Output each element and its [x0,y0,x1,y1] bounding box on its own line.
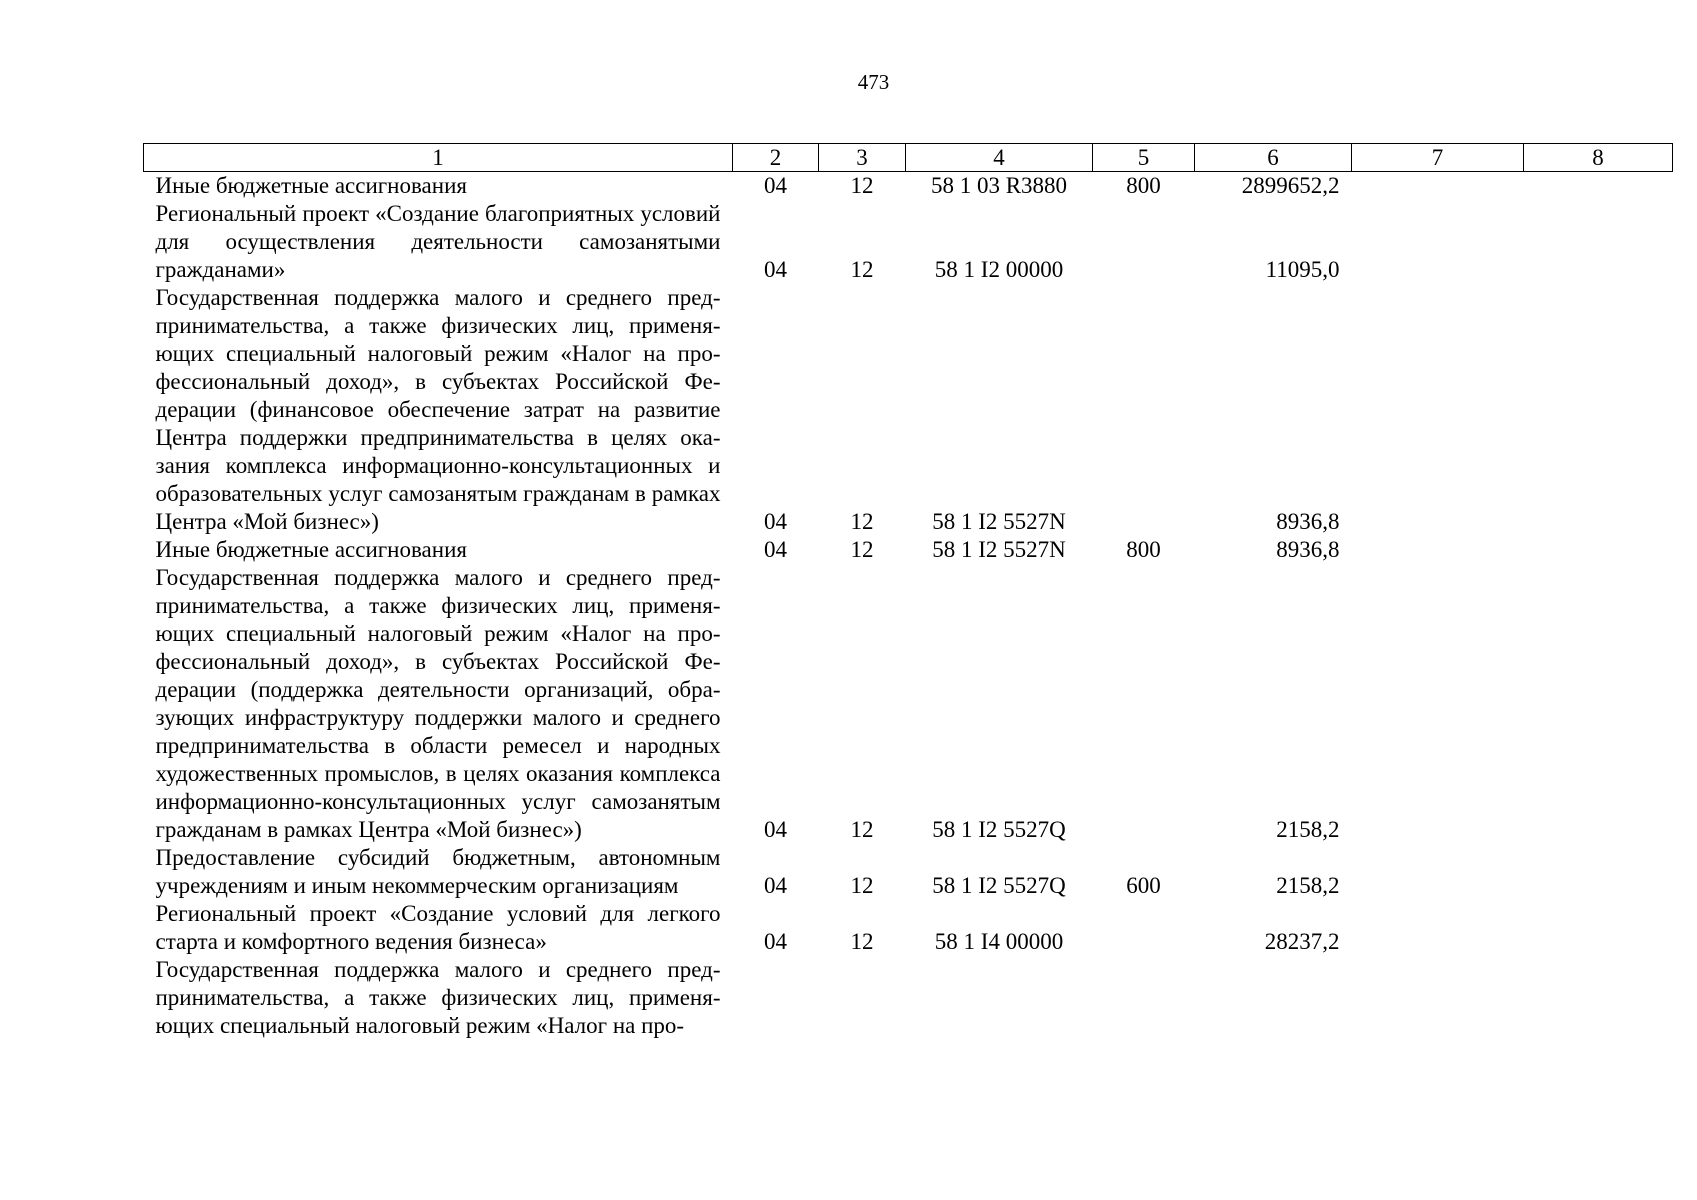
col7-value [1352,900,1524,956]
header-col-8: 8 [1524,144,1673,172]
expense-type-code [1093,956,1195,1040]
col8-value [1524,844,1673,900]
amount: 2158,2 [1276,873,1340,898]
col8-value [1524,172,1673,201]
col7-value [1352,200,1524,284]
budget-table [143,143,1673,1040]
section-code: 04 [764,509,787,534]
header-col-5: 5 [1093,144,1195,172]
item-name: Государственная поддержка малого и среднего предпринимательства, а также физических лиц, применяющих специальный налоговый режим «Налог на про- [155,957,721,1038]
item-name: Государственная поддержка малого и среднего предпринимательства, а также физических лиц, применяющих специальный налоговый режим «Налог на профессиональный доход», в субъектах Российской Федерации (финансовое обеспечение затрат на развитие Центра поддержки предпринимательства в целях оказания комплекса информационно-консультационных и образовательных услуг самозанятым гражданам в рамках Центра «Мой бизнес») [155,285,721,534]
col7-value [1352,956,1524,1040]
col8-value [1524,536,1673,564]
target-code: 58 1 I4 00000 [934,929,1064,954]
expense-type-code: 800 [1126,537,1161,562]
expense-type-code: 800 [1126,173,1161,198]
header-col-2: 2 [733,144,819,172]
section-code: 04 [764,257,787,282]
item-name: Государственная поддержка малого и среднего предпринимательства, а также физических лиц, применяющих специальный налоговый режим «Налог на профессиональный доход», в субъектах Российской Федерации (поддержка деятельности организаций, образующих инфраструктуру поддержки малого и среднего предпринимательства в области ремесел и народных художественных промыслов, в целях оказания комплекса информационно-консультационных услуг самозанятым гражданам в рамках Центра «Мой бизнес») [155,565,721,842]
col8-value [1524,200,1673,284]
subsection-code: 12 [850,817,874,842]
section-code: 04 [764,817,787,842]
header-row [144,144,1673,172]
item-name: Иные бюджетные ассигнования [155,537,467,562]
table-row [144,900,1673,956]
header-col-3: 3 [819,144,906,172]
col8-value [1524,900,1673,956]
item-name: Предоставление субсидий бюджетным, автономным учреждениям и иным некоммерческим организациям [155,845,721,898]
expense-type-code [1093,200,1195,284]
target-code: 58 1 I2 5527N [932,509,1066,534]
subsection-code: 12 [850,873,874,898]
subsection-code: 12 [850,929,874,954]
table-header [144,144,1673,172]
amount: 8936,8 [1276,537,1340,562]
amount: 2158,2 [1276,817,1340,842]
target-code: 58 1 I2 5527Q [932,873,1066,898]
table-row [144,200,1673,284]
item-name: Региональный проект «Создание благоприятных условий для осуществления деятельности самозанятыми гражданами» [155,201,721,282]
target-code: 58 1 I2 5527Q [932,817,1066,842]
header-col-1: 1 [144,144,733,172]
table-row [144,564,1673,844]
page-number: 473 [857,70,890,94]
expense-type-code [1093,564,1195,844]
amount: 11095,0 [1265,257,1340,282]
item-name: Региональный проект «Создание условий для легкого старта и комфортного ведения бизнеса» [155,901,721,954]
amount: 2899652,2 [1241,173,1340,198]
col7-value [1352,172,1524,201]
expense-type-code [1093,284,1195,536]
col7-value [1352,844,1524,900]
section-code: 04 [764,537,787,562]
table-row [144,284,1673,536]
col7-value [1352,564,1524,844]
header-col-4: 4 [906,144,1093,172]
subsection-code: 12 [850,173,874,198]
subsection-code: 12 [850,509,874,534]
section-code: 04 [764,873,787,898]
target-code: 58 1 I2 5527N [932,537,1066,562]
col8-value [1524,956,1673,1040]
subsection-code [819,956,906,1040]
expense-type-code [1093,900,1195,956]
col7-value [1352,284,1524,536]
amount: 28237,2 [1264,929,1340,954]
table-body [144,172,1673,1041]
section-code: 04 [764,173,787,198]
table-row [144,956,1673,1040]
col7-value [1352,536,1524,564]
amount: 8936,8 [1276,509,1340,534]
col8-value [1524,564,1673,844]
target-code: 58 1 03 R3880 [930,173,1068,198]
section-code [733,956,819,1040]
section-code: 04 [764,929,787,954]
item-name: Иные бюджетные ассигнования [155,173,467,198]
header-col-7: 7 [1352,144,1524,172]
target-code [906,956,1093,1040]
table-row [144,172,1673,201]
target-code: 58 1 I2 00000 [934,257,1064,282]
col8-value [1524,284,1673,536]
subsection-code: 12 [850,257,874,282]
header-col-6: 6 [1195,144,1352,172]
table-row [144,844,1673,900]
amount [1195,956,1352,1040]
table-row [144,536,1673,564]
expense-type-code: 600 [1126,873,1161,898]
subsection-code: 12 [850,537,874,562]
